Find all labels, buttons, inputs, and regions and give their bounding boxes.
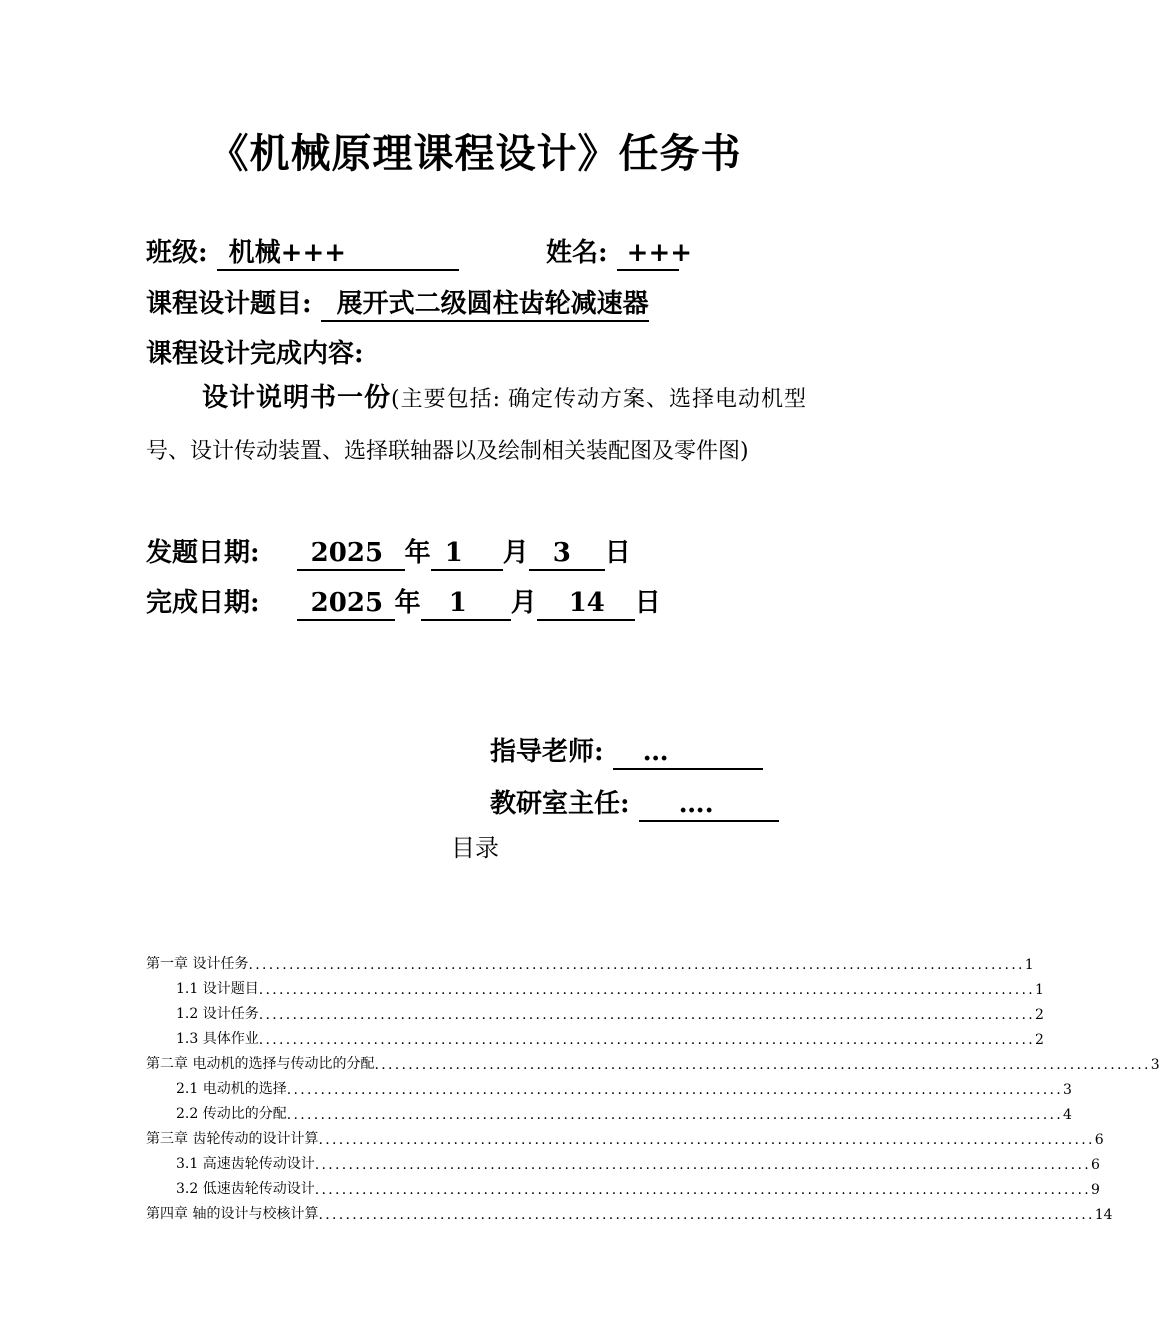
toc-entry-page: 2 bbox=[1035, 1007, 1044, 1023]
toc-entry-label: 3.2 低速齿轮传动设计 bbox=[176, 1181, 315, 1197]
issue-year-unit: 年 bbox=[404, 538, 431, 568]
toc-entry[interactable] bbox=[146, 1123, 1104, 1148]
name-line bbox=[546, 232, 693, 271]
issue-date-label: 发题日期: bbox=[146, 538, 260, 568]
toc-entry-page: 14 bbox=[1094, 1207, 1113, 1223]
toc-leader-dots: ................................................................................................................... bbox=[258, 1007, 1035, 1023]
director-line bbox=[490, 783, 779, 822]
toc-entry[interactable] bbox=[146, 998, 1044, 1023]
advisor-label: 指导老师: bbox=[490, 737, 604, 767]
toc-entry[interactable] bbox=[146, 1198, 1113, 1223]
issue-month: 1 bbox=[431, 539, 503, 571]
toc-title: 目录 bbox=[451, 834, 499, 862]
issue-month-unit: 月 bbox=[502, 538, 529, 568]
toc-entry-page: 6 bbox=[1091, 1157, 1100, 1173]
director-label: 教研室主任: bbox=[490, 789, 630, 819]
toc-entry-page: 1 bbox=[1035, 982, 1044, 998]
toc-entry[interactable] bbox=[146, 1048, 1160, 1073]
toc-entry-label: 1.1 设计题目 bbox=[176, 981, 259, 997]
toc-entry[interactable] bbox=[146, 1023, 1044, 1048]
finish-date-line bbox=[146, 582, 661, 621]
finish-month: 1 bbox=[421, 589, 511, 621]
toc-entry-label: 3.1 高速齿轮传动设计 bbox=[176, 1156, 315, 1172]
toc-entry[interactable] bbox=[146, 973, 1044, 998]
issue-day: 3 bbox=[529, 539, 605, 571]
toc-entry-page: 2 bbox=[1035, 1032, 1044, 1048]
content-paragraph bbox=[146, 372, 806, 478]
toc-entry-page: 6 bbox=[1094, 1132, 1104, 1148]
toc-entry-label: 第四章 轴的设计与校核计算 bbox=[146, 1206, 319, 1222]
toc-leader-dots: ................................................................................................................... bbox=[258, 982, 1035, 998]
issue-day-unit: 日 bbox=[604, 538, 631, 568]
advisor-value: … bbox=[613, 738, 763, 770]
toc-entry-label: 第三章 齿轮传动的设计计算 bbox=[146, 1131, 319, 1147]
toc-leader-dots: ................................................................................................................... bbox=[286, 1082, 1063, 1098]
name-label: 姓名: bbox=[546, 238, 608, 268]
toc-leader-dots: ................................................................................................................... bbox=[258, 1032, 1035, 1048]
finish-day: 14 bbox=[537, 589, 635, 621]
class-line bbox=[146, 232, 459, 271]
toc-entry[interactable] bbox=[146, 1173, 1100, 1198]
topic-value: 展开式二级圆柱齿轮减速器 bbox=[321, 290, 649, 322]
toc-entry[interactable] bbox=[146, 1148, 1100, 1173]
toc-leader-dots: ................................................................................................................... bbox=[318, 1132, 1095, 1148]
advisor-line bbox=[490, 731, 763, 770]
issue-date-line bbox=[146, 532, 631, 571]
topic-label: 课程设计题目: bbox=[146, 289, 312, 319]
toc-entry-label: 第一章 设计任务 bbox=[146, 956, 249, 972]
toc-leader-dots: ................................................................................................................... bbox=[374, 1057, 1151, 1073]
toc-entry-label: 1.3 具体作业 bbox=[176, 1031, 259, 1047]
toc-entry-page: 3 bbox=[1150, 1057, 1160, 1073]
content-label: 课程设计完成内容: bbox=[146, 339, 364, 369]
toc-entry[interactable] bbox=[146, 1073, 1072, 1098]
topic-line bbox=[146, 283, 649, 322]
toc-leader-dots: ................................................................................................................... bbox=[314, 1182, 1091, 1198]
class-label: 班级: bbox=[146, 238, 208, 268]
finish-day-unit: 日 bbox=[634, 588, 661, 618]
toc-entry[interactable] bbox=[146, 948, 1034, 973]
issue-year: 2025 bbox=[297, 539, 405, 571]
toc-leader-dots: ................................................................................................................... bbox=[248, 957, 1025, 973]
toc-leader-dots: ................................................................................................................... bbox=[314, 1157, 1091, 1173]
director-value: …. bbox=[639, 790, 779, 822]
toc-entry-label: 2.2 传动比的分配 bbox=[176, 1106, 287, 1122]
finish-date-label: 完成日期: bbox=[146, 588, 260, 618]
table-of-contents bbox=[146, 948, 1160, 1223]
toc-entry-label: 2.1 电动机的选择 bbox=[176, 1081, 287, 1097]
toc-leader-dots: ................................................................................................................... bbox=[318, 1207, 1095, 1223]
content-detail: (主要包括: 确定传动方案、选择电动机型号、设计传动装置、选择联轴器以及绘制相关装配图及零件图) bbox=[146, 387, 806, 464]
finish-month-unit: 月 bbox=[510, 588, 537, 618]
name-value: +++ bbox=[617, 239, 679, 271]
document-title: 《机械原理课程设计》任务书 bbox=[208, 130, 742, 177]
toc-entry-page: 1 bbox=[1024, 957, 1034, 973]
class-value: 机械+++ bbox=[217, 239, 459, 271]
toc-entry-page: 4 bbox=[1063, 1107, 1072, 1123]
toc-entry-label: 1.2 设计任务 bbox=[176, 1006, 259, 1022]
toc-leader-dots: ................................................................................................................... bbox=[286, 1107, 1063, 1123]
finish-year-unit: 年 bbox=[394, 588, 421, 618]
finish-year: 2025 bbox=[297, 589, 395, 621]
toc-entry[interactable] bbox=[146, 1098, 1072, 1123]
toc-entry-page: 9 bbox=[1091, 1182, 1100, 1198]
toc-entry-page: 3 bbox=[1063, 1082, 1072, 1098]
content-bold: 设计说明书一份 bbox=[202, 383, 391, 413]
toc-entry-label: 第二章 电动机的选择与传动比的分配 bbox=[146, 1056, 375, 1072]
